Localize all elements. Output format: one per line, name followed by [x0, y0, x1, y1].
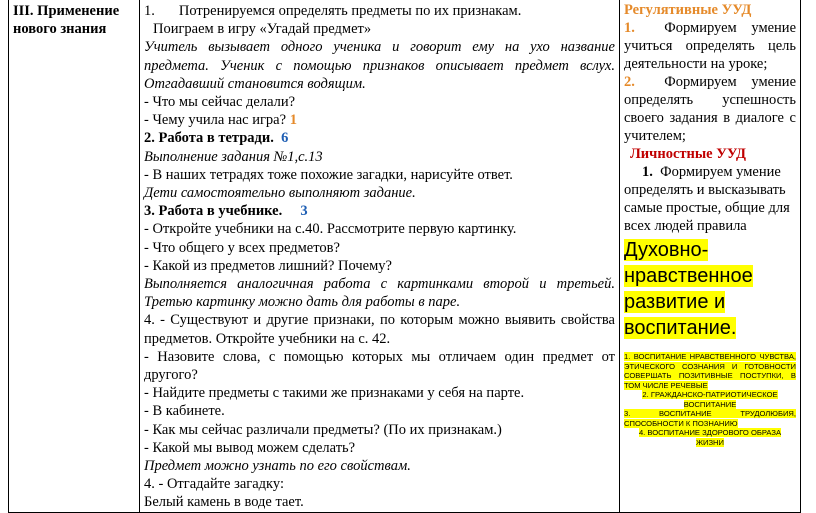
item-number: 1. [642, 164, 653, 180]
uud-item: Формируем умение определять успешность своего задания в диалоге с учителем; [624, 74, 797, 144]
uud-cell [620, 0, 801, 512]
activity-line: - В наших тетрадях тоже похожие загадки, нарисуйте ответ. [144, 166, 513, 183]
activity-line: Выполнение задания №1,с.13 [144, 148, 323, 165]
activity-line: - Назовите слова, с помощью которых мы отличаем один предмет от другого? [144, 348, 615, 384]
moral-education-title: Духовно-нравственное развитие и воспитание. [624, 239, 753, 339]
activity-line: - Что общего у всех предметов? [144, 239, 340, 256]
activity-cell [140, 0, 620, 512]
activity-line: - Что мы сейчас делали? [144, 94, 296, 111]
stage-cell [9, 0, 140, 512]
activity-line: - Откройте учебники на с.40. Рассмотрите первую картинку. [144, 221, 517, 238]
activity-line: Поиграем в игру «Угадай предмет» [153, 21, 372, 38]
education-list [624, 352, 796, 447]
badge: 6 [281, 130, 289, 147]
activity-text [140, 0, 619, 512]
activity-line: - Чему учила нас игра? [144, 112, 287, 129]
activity-line: 4. - Отгадайте загадку: [144, 476, 284, 493]
activity-line: - Как мы сейчас различали предметы? (По их признакам.) [144, 421, 502, 438]
uud-item: Формируем умение учиться определять цель деятельности на уроке; [624, 20, 797, 72]
list-item: 1. ВОСПИТАНИЕ НРАВСТВЕННОГО ЧУВСТВА, ЭТИЧЕСКОГО СОЗНАНИЯ И ГОТОВНОСТИ СОВЕРШАТЬ ПОЗИТИВНЫЕ ПОСТУПКИ, В ТОМ ЧИСЛЕ РЕЧЕВЫЕ [624, 352, 796, 390]
activity-line: Предмет можно узнать по его свойствам. [144, 458, 411, 475]
regulative-heading: Регулятивные УУД [624, 2, 752, 18]
badge: 3 [300, 203, 308, 220]
personal-heading: Личностные УУД [630, 146, 747, 162]
item-number: 1. [624, 20, 635, 36]
uud-item: Формируем умение определять и высказывать самые простые, общие для всех людей правила [624, 164, 790, 234]
activity-line: - В кабинете. [144, 403, 225, 420]
activity-line: - Какой мы вывод можем сделать? [144, 439, 356, 456]
activity-line: - Найдите предметы с такими же признаками у себя на парте. [144, 385, 525, 402]
activity-line: 2. Работа в тетради. [144, 130, 274, 147]
activity-line: 4. - Существуют и другие признаки, по которым можно выявить свойства предметов. Откройте учебники на с. 42. [144, 312, 615, 347]
activity-line: Выполняется аналогичная работа с картинками второй и третьей. Третью картинку можно дать для работы в паре. [144, 276, 615, 311]
uud-text [620, 0, 800, 447]
stage-title: III. Применение нового знания [13, 3, 120, 37]
item-number: 1. [144, 3, 155, 19]
activity-line: Дети самостоятельно выполняют задание. [144, 185, 416, 202]
list-item: 3. ВОСПИТАНИЕ ТРУДОЛЮБИЯ, СПОСОБНОСТИ К ПОЗНАНИЮ [624, 409, 796, 428]
activity-line: Белый камень в воде тает. [144, 494, 304, 511]
table-row [9, 0, 801, 512]
badge: 1 [289, 112, 297, 129]
activity-line: Учитель вызывает одного ученика и говорит ему на ухо название предмета. Ученик с помощью признаков описывает предмет вслух. Отгадавший становится водящим. [144, 39, 615, 92]
activity-line: Потренируемся определять предметы по их признакам. [178, 3, 522, 19]
activity-line: 3. Работа в учебнике. [144, 203, 283, 220]
list-item: 4. ВОСПИТАНИЕ ЗДОРОВОГО ОБРАЗА ЖИЗНИ [638, 428, 782, 447]
lesson-table [8, 0, 801, 513]
activity-line: - Какой из предметов лишний? Почему? [144, 257, 392, 274]
item-number: 2. [624, 74, 635, 90]
list-item: 2. ГРАЖДАНСКО-ПАТРИОТИЧЕСКОЕ ВОСПИТАНИЕ [642, 390, 778, 409]
